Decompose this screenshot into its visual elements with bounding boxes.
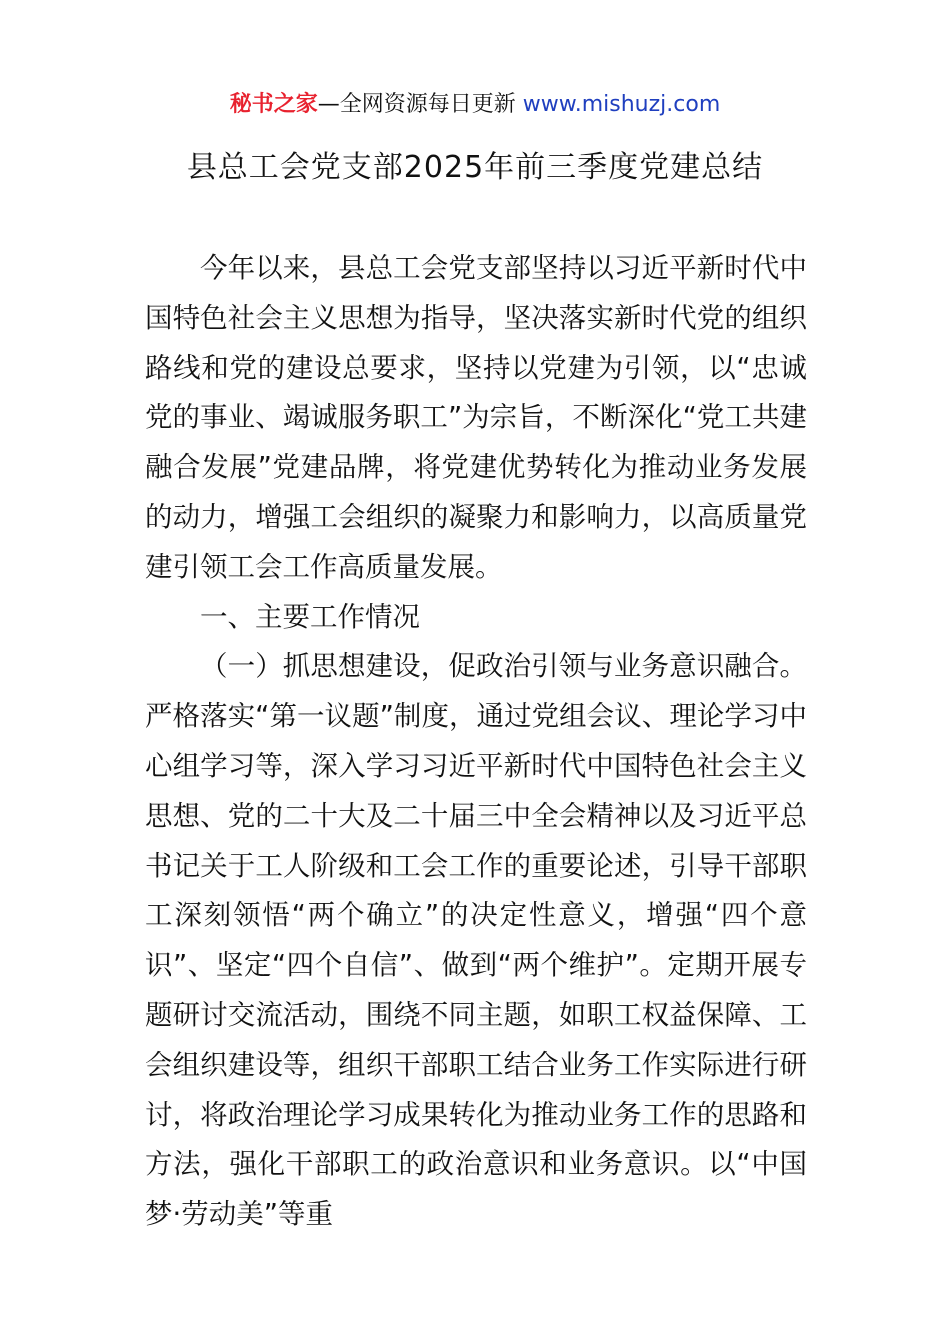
site-header (0, 88, 950, 122)
document-title: 县总工会党支部2025年前三季度党建总结 (186, 150, 764, 185)
site-tagline: —全网资源每日更新 (317, 92, 516, 117)
section-heading: 一、主要工作情况 (200, 600, 420, 633)
document-body (145, 244, 807, 1240)
subsection-paragraph: （一）抓思想建设，促政治引领与业务意识融合。严格落实“第一议题”制度，通过党组会议、理论学习中心组学习等，深入学习习近平新时代中国特色社会主义思想、党的二十大及二十届三中全会精神以及习近平总书记关于工人阶级和工会工作的重要论述，引导干部职工深刻领悟“两个确立”的决定性意义，增强“四个意识”、坚定“四个自信”、做到“两个维护”。定期开展专题研讨交流活动，围绕不同主题，如职工权益保障、工会组织建设等，组织干部职工结合业务工作实际进行研讨，将政治理论学习成果转化为推动业务工作的思路和方法，强化干部职工的政治意识和业务意识。以“中国梦·劳动美”等重 (145, 650, 807, 1231)
site-url-link[interactable]: www.mishuzj.com (522, 92, 721, 117)
brand-name: 秘书之家 (229, 92, 318, 117)
intro-paragraph: 今年以来，县总工会党支部坚持以习近平新时代中国特色社会主义思想为指导，坚决落实新时代党的组织路线和党的建设总要求，坚持以党建为引领，以“忠诚党的事业、竭诚服务职工”为宗旨，不断深化“党工共建融合发展”党建品牌，将党建优势转化为推动业务发展的动力，增强工会组织的凝聚力和影响力，以高质量党建引领工会工作高质量发展。 (145, 252, 807, 583)
